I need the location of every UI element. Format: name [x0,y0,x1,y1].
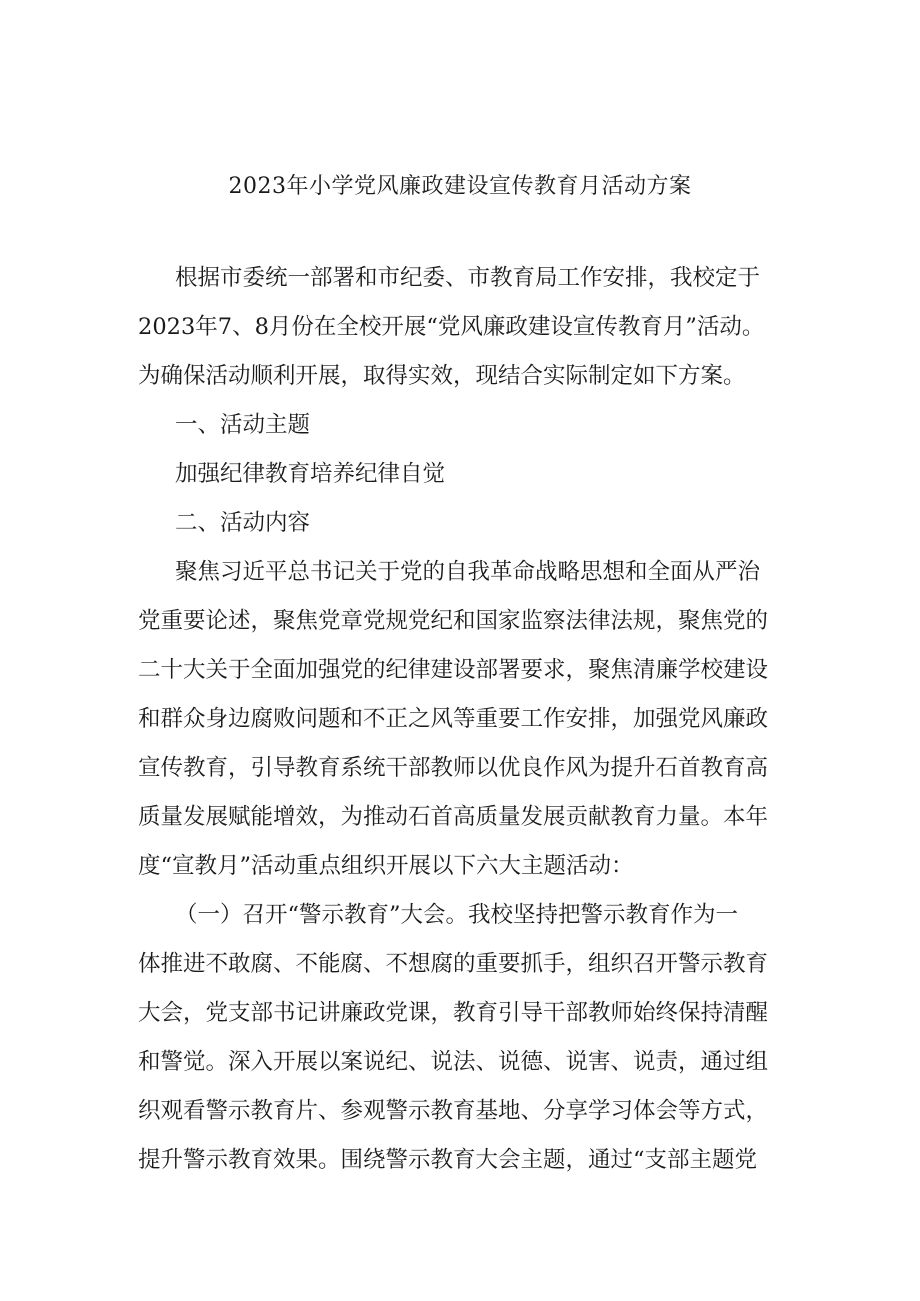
paragraph-line: 二十大关于全面加强党的纪律建设部署要求，聚焦清廉学校建设 [138,657,769,683]
paragraph-line: 体推进不敢腐、不能腐、不想腐的重要抓手，组织召开警示教育 [138,951,769,977]
paragraph-line: 党重要论述，聚焦党章党规党纪和国家监察法律法规，聚焦党的 [138,608,769,634]
section-heading: 二、活动内容 [175,510,311,536]
paragraph-line: 聚焦习近平总书记关于党的自我革命战略思想和全面从严治 [175,559,761,585]
paragraph-line: （一）召开“警示教育”大会。我校坚持把警示教育作为一 [175,902,739,928]
paragraph-line: 和警觉。深入开展以案说纪、说法、说德、说害、说责，通过组 [138,1049,769,1075]
paragraph-line: 根据市委统一部署和市纪委、市教育局工作安排，我校定于 [175,265,761,291]
paragraph-line: 提升警示教育效果。围绕警示教育大会主题，通过“支部主题党 [138,1147,758,1173]
paragraph-line: 宣传教育，引导教育系统干部教师以优良作风为提升石首教育高 [138,755,769,781]
paragraph-line: 织观看警示教育片、参观警示教育基地、分享学习体会等方式， [138,1098,769,1124]
paragraph-line: 大会，党支部书记讲廉政党课，教育引导干部教师始终保持清醒 [138,1000,769,1026]
document-title: 2023年小学党风廉政建设宣传教育月活动方案 [228,174,692,199]
paragraph-line: 和群众身边腐败问题和不正之风等重要工作安排，加强党风廉政 [138,706,769,732]
paragraph-line: 加强纪律教育培养纪律自觉 [175,461,446,487]
paragraph-line: 2023年7、8月份在全校开展“党风廉政建设宣传教育月”活动。 [138,314,765,340]
paragraph-line: 质量发展赋能增效，为推动石首高质量发展贡献教育力量。本年 [138,804,769,830]
paragraph-line: 度“宣教月”活动重点组织开展以下六大主题活动： [138,853,634,879]
section-heading: 一、活动主题 [175,412,311,438]
paragraph-line: 为确保活动顺利开展，取得实效，现结合实际制定如下方案。 [138,363,746,389]
